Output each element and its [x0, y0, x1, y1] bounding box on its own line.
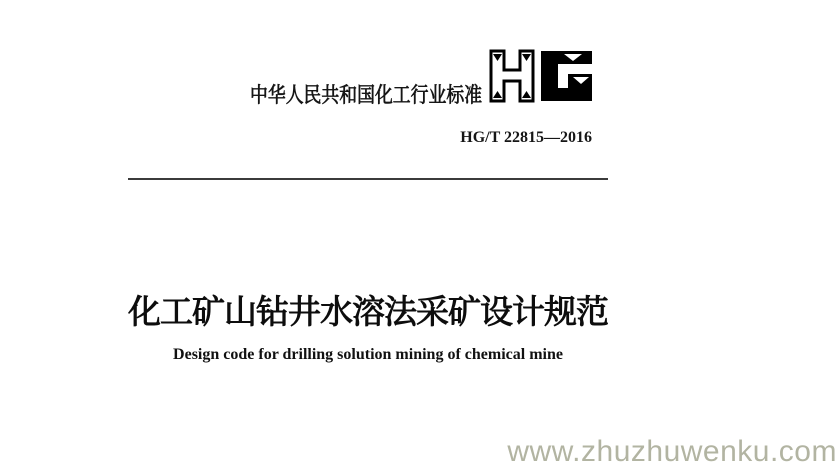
hg-logo-icon	[488, 48, 595, 104]
standard-body-label: 中华人民共和国化工行业标准	[250, 84, 483, 107]
standard-number: HG/T 22815—2016	[460, 129, 592, 146]
header-divider	[128, 178, 608, 180]
watermark-text: www.zhuzhuwenku.com	[507, 435, 837, 468]
document-title-english: Design code for drilling solution mining of chemical mine	[173, 346, 563, 363]
hg-logo	[488, 48, 595, 104]
document-title-chinese: 化工矿山钻井水溶法采矿设计规范	[128, 293, 608, 330]
